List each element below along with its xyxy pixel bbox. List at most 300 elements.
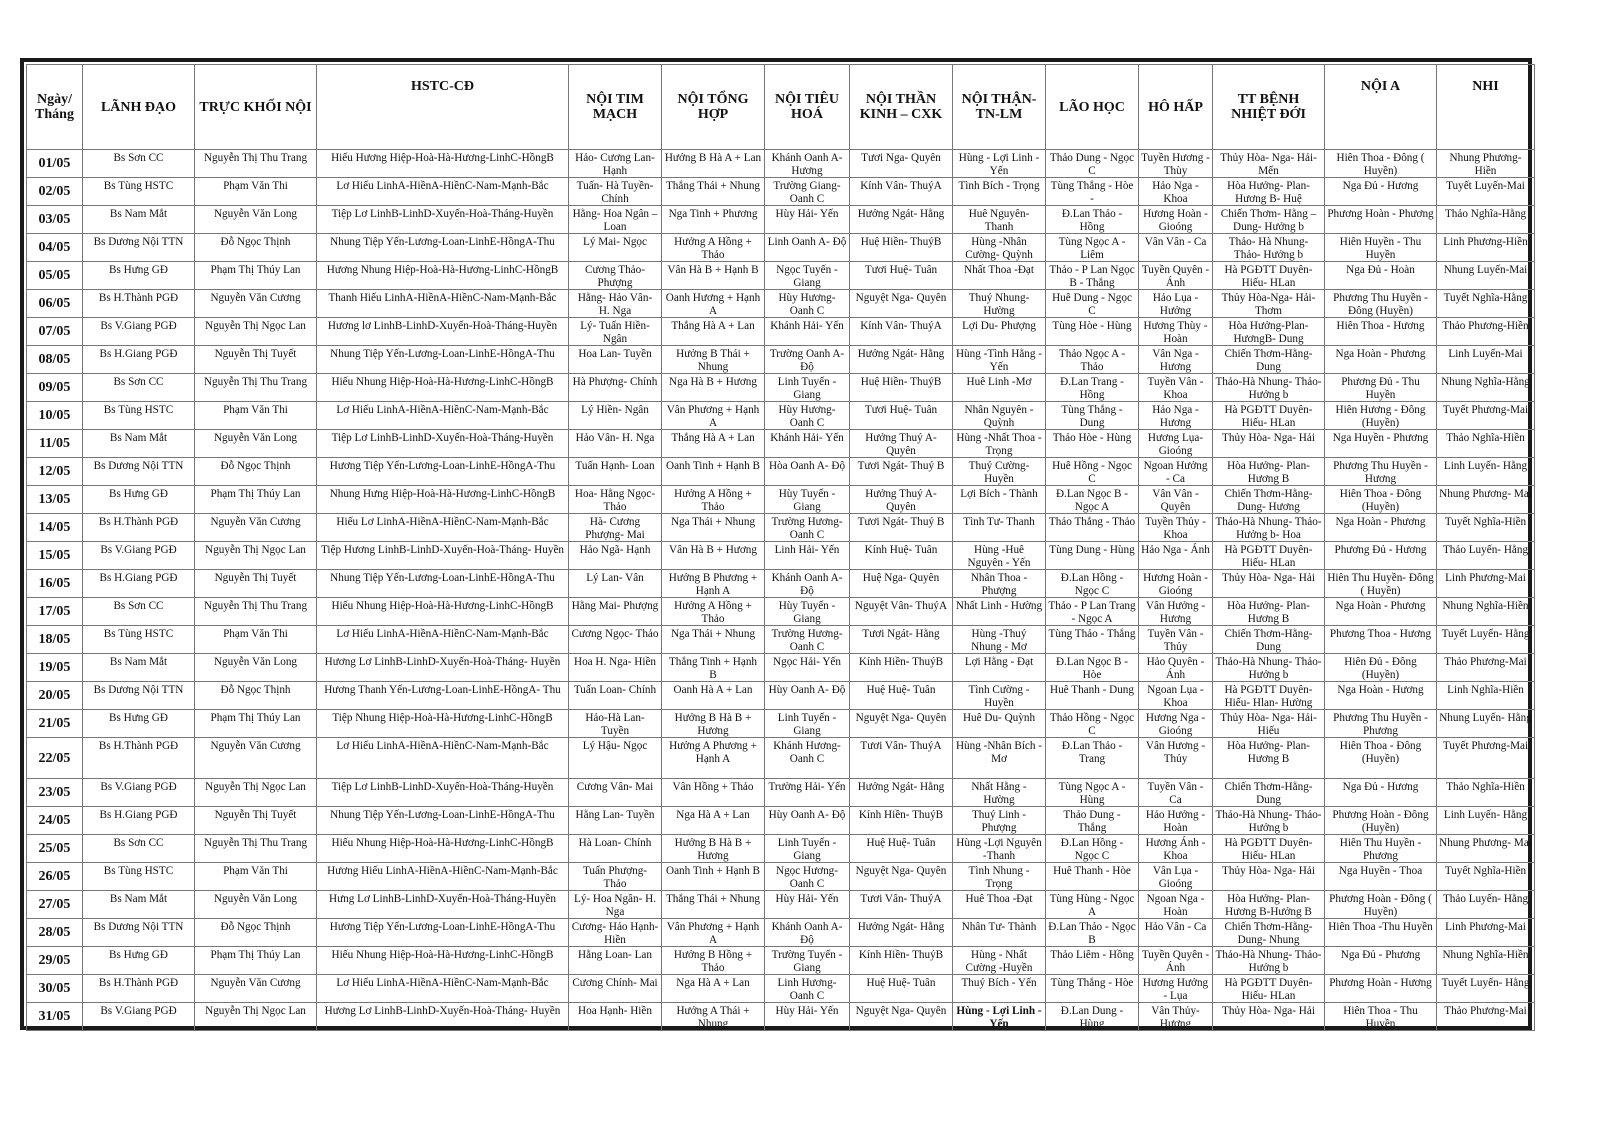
table-cell: Linh Oanh A- Độ [765, 234, 850, 262]
table-cell: Hòa Hưởng- Plan- Hương B [1213, 458, 1325, 486]
table-cell: Nguyễn Văn Cương [195, 738, 317, 779]
table-cell: Tuyết Luyến-Mai [1437, 178, 1535, 206]
date-cell: 18/05 [27, 626, 83, 654]
table-cell: Tuấn Hạnh- Loan [569, 458, 662, 486]
table-cell: Lý Mai- Ngọc [569, 234, 662, 262]
table-cell: Bs Hưng GĐ [83, 486, 195, 514]
table-cell: Lợi Hằng - Đạt [953, 654, 1046, 682]
table-cell: Hảo Vân- H. Nga [569, 430, 662, 458]
table-cell: Nga Huyền - Phương [1325, 430, 1437, 458]
table-cell: Tuyền Vân - Ca [1139, 779, 1213, 807]
table-cell: Thảo Nghĩa-Hằng [1437, 206, 1535, 234]
table-cell: Đỗ Ngọc Thịnh [195, 234, 317, 262]
table-cell: Phương Đủ - Thu Huyền [1325, 374, 1437, 402]
table-cell: Hằng- Hảo Vân- H. Nga [569, 290, 662, 318]
table-row [27, 262, 1535, 290]
table-cell: Phương Đủ - Hương [1325, 542, 1437, 570]
table-cell: Tùng Hùng - Ngọc A [1046, 891, 1139, 919]
table-cell: Bs Dương Nội TTN [83, 458, 195, 486]
table-cell: Đ.Lan Dung - Hùng [1046, 1003, 1139, 1031]
table-cell: Phạm Thị Thúy Lan [195, 710, 317, 738]
table-cell: Bs V.Giang PGĐ [83, 318, 195, 346]
table-row [27, 682, 1535, 710]
table-cell: Thảo Dung - Ngọc C [1046, 150, 1139, 178]
table-cell: Hưởng A Thái + Nhung [662, 1003, 765, 1031]
table-cell: Hùng -Nhất Thoa -Trọng [953, 430, 1046, 458]
table-cell: Phạm Thị Thúy Lan [195, 262, 317, 290]
table-row [27, 654, 1535, 682]
table-cell: Nga Tinh + Phương [662, 206, 765, 234]
date-cell: 21/05 [27, 710, 83, 738]
table-cell: Hùy Oanh A- Độ [765, 807, 850, 835]
table-cell: Thảo-Hà Nhung- Thảo- Hưởng b [1213, 947, 1325, 975]
table-cell: Bs H.Thành PGĐ [83, 514, 195, 542]
table-cell: Thắng Tinh + Hạnh B [662, 654, 765, 682]
table-cell: Hùy Hải- Yến [765, 1003, 850, 1031]
table-cell: Phạm Văn Thi [195, 626, 317, 654]
table-cell: Thảo Phương-Hiền [1437, 318, 1535, 346]
table-cell: Cương- Hảo Hạnh- Hiền [569, 919, 662, 947]
table-cell: Tình Nhung - Trọng [953, 863, 1046, 891]
table-cell: Nguyễn Văn Long [195, 654, 317, 682]
table-cell: Đ.Lan Trang - Hồng [1046, 374, 1139, 402]
table-cell: Nguyễn Thị Tuyết [195, 346, 317, 374]
table-cell: Tuyết Phương-Mai [1437, 402, 1535, 430]
table-row [27, 710, 1535, 738]
table-cell: Ngọc Tuyến - Giang [765, 262, 850, 290]
table-cell: Hưởng Thuý A- Quyên [850, 486, 953, 514]
table-cell: Tươi Vân- ThuýA [850, 738, 953, 779]
table-cell: Tươi Ngát- Thuý B [850, 458, 953, 486]
table-cell: Hương Hưởng - Lụa [1139, 975, 1213, 1003]
table-cell: Hưởng A Hồng + Thảo [662, 486, 765, 514]
table-cell: Chiến Thơm-Hằng- Dung [1213, 626, 1325, 654]
table-cell: Huệ Hiền- ThuýB [850, 374, 953, 402]
table-cell: Thảo- Hà Nhung- Thảo- Hưởng b [1213, 234, 1325, 262]
table-cell: Hương Nga - Gioóng [1139, 710, 1213, 738]
table-cell: Hương Ánh - Khoa [1139, 835, 1213, 863]
table-cell: Hiên Thoa - Đông ( Huyền) [1325, 150, 1437, 178]
table-row [27, 947, 1535, 975]
table-cell: Tùng Ngọc A - Liêm [1046, 234, 1139, 262]
table-cell: Hảo-Hà Lan- Tuyền [569, 710, 662, 738]
table-row [27, 346, 1535, 374]
table-cell: Hiên Thu Huyền - Phương [1325, 835, 1437, 863]
table-cell: Nguyễn Thị Thu Trang [195, 374, 317, 402]
table-cell: Hưởng Ngát- Hằng [850, 206, 953, 234]
table-cell: Hùy Hải- Yến [765, 206, 850, 234]
table-cell: Hòa Hưởng- Plan- Hương B-Hưởng B [1213, 891, 1325, 919]
table-cell: Ngọc Hương- Oanh C [765, 863, 850, 891]
table-cell: Kính Hiền- ThuýB [850, 654, 953, 682]
column-header: HSTC-CĐ [317, 65, 569, 150]
table-cell: Tùng Thắng - Hòe - [1046, 178, 1139, 206]
table-cell: Vân Phương + Hạnh A [662, 402, 765, 430]
table-cell: Hà PGĐTT Duyên- Hiếu- HLan [1213, 262, 1325, 290]
table-row [27, 542, 1535, 570]
table-cell: Nguyễn Thị Tuyết [195, 570, 317, 598]
table-cell: Tươi Huệ- Tuân [850, 402, 953, 430]
column-header: LÃO HỌC [1046, 65, 1139, 150]
table-cell: Hà PGĐTT Duyên- Hiếu- HLan [1213, 542, 1325, 570]
table-cell: Oanh Hương + Hạnh A [662, 290, 765, 318]
table-cell: Lơ Hiếu LinhA-HiềnA-HiềnC-Nam-Mạnh-Bắc [317, 738, 569, 779]
table-row [27, 835, 1535, 863]
table-cell: Hảo Nga - Khoa [1139, 178, 1213, 206]
date-cell: 30/05 [27, 975, 83, 1003]
table-cell: Thủy Hòa- Nga- Hải [1213, 430, 1325, 458]
table-cell: Nga Hoàn - Phương [1325, 514, 1437, 542]
table-cell: Nhung Phương- Mai [1437, 835, 1535, 863]
table-row [27, 206, 1535, 234]
table-cell: Nhung Tiệp Yến-Lương-Loan-LinhE-HồngA-Thu [317, 570, 569, 598]
table-cell: Thảo Hòe - Hùng [1046, 430, 1139, 458]
table-cell: Bs Tùng HSTC [83, 402, 195, 430]
table-cell: Tùng Hòe - Hùng [1046, 318, 1139, 346]
table-cell: Bs Dương Nội TTN [83, 919, 195, 947]
date-cell: 19/05 [27, 654, 83, 682]
table-cell: Tuyền Quyên - Ánh [1139, 262, 1213, 290]
table-cell: Tuyền Hương - Thùy [1139, 150, 1213, 178]
table-cell: Nguyệt Nga- Quyên [850, 1003, 953, 1031]
table-cell: Bs Hưng GĐ [83, 710, 195, 738]
table-cell: Huê Hồng - Ngọc C [1046, 458, 1139, 486]
table-cell: Hoa Lan- Tuyền [569, 346, 662, 374]
table-cell: Phương Hoàn - Phương [1325, 206, 1437, 234]
date-cell: 09/05 [27, 374, 83, 402]
date-cell: 01/05 [27, 150, 83, 178]
column-header: HÔ HẤP [1139, 65, 1213, 150]
table-cell: Hảo- Cương Lan- Hạnh [569, 150, 662, 178]
table-cell: Nguyễn Văn Cương [195, 290, 317, 318]
table-cell: Lợi Du- Phượng [953, 318, 1046, 346]
table-cell: Nguyễn Thị Thu Trang [195, 150, 317, 178]
header-row [27, 65, 1535, 150]
table-cell: Hiên Đủ - Đông (Huyền) [1325, 654, 1437, 682]
table-cell: Hùng - Nhất Cường -Huyền [953, 947, 1046, 975]
table-cell: Hiên Hương - Đông (Huyền) [1325, 402, 1437, 430]
table-cell: Tuyết Luyến- Hằng [1437, 626, 1535, 654]
column-header: NỘI A [1325, 65, 1437, 150]
table-cell: Nga Đủ - Hương [1325, 178, 1437, 206]
table-cell: Tươi Ngát- Thuý B [850, 514, 953, 542]
table-cell: Linh Tuyến - Giang [765, 374, 850, 402]
table-cell: Hưởng Ngát- Hằng [850, 346, 953, 374]
table-cell: Tươi Vân- ThuýA [850, 891, 953, 919]
date-cell: 17/05 [27, 598, 83, 626]
table-cell: Hằng Lan- Tuyền [569, 807, 662, 835]
table-cell: Huệ Huệ- Tuân [850, 682, 953, 710]
table-cell: Lơ Hiếu LinhA-HiềnA-HiềnC-Nam-Mạnh-Bắc [317, 626, 569, 654]
table-cell: Phạm Thị Thúy Lan [195, 947, 317, 975]
table-cell: Hiên Thoa - Đông (Huyền) [1325, 486, 1437, 514]
table-cell: Bs Sơn CC [83, 598, 195, 626]
table-cell: Nga Huyền - Thoa [1325, 863, 1437, 891]
date-cell: 06/05 [27, 290, 83, 318]
table-cell: Phương Hoàn - Đông (Huyền) [1325, 807, 1437, 835]
date-cell: 13/05 [27, 486, 83, 514]
table-row [27, 863, 1535, 891]
table-cell: Huê Thanh - Hòe [1046, 863, 1139, 891]
table-cell: Nhất Thoa -Đạt [953, 262, 1046, 290]
table-cell: Nga Thái + Nhung [662, 514, 765, 542]
table-cell: Trường Oanh A- Độ [765, 346, 850, 374]
table-cell: Bs Nam Mắt [83, 891, 195, 919]
date-cell: 25/05 [27, 835, 83, 863]
table-cell: Hưởng B Phương + Hạnh A [662, 570, 765, 598]
table-cell: Thảo Hồng - Ngọc C [1046, 710, 1139, 738]
table-cell: Nguyễn Văn Cương [195, 514, 317, 542]
table-cell: Hiếu Nhung Hiệp-Hoà-Hà-Hương-LinhC-HồngB [317, 374, 569, 402]
table-cell: Đ.Lan Ngọc B - Ngọc A [1046, 486, 1139, 514]
table-cell: Hiên Thoa - Đông (Huyền) [1325, 738, 1437, 779]
table-cell: Phạm Văn Thi [195, 402, 317, 430]
table-cell: Hòa Hưởng- Plan- Hương B [1213, 738, 1325, 779]
table-cell: Hương Hiếu LinhA-HiềnA-HiềnC-Nam-Mạnh-Bắc [317, 863, 569, 891]
table-cell: Tuyền Thủy - Khoa [1139, 514, 1213, 542]
table-cell: Hiếu Nhung Hiệp-Hoà-Hà-Hương-LinhC-HồngB [317, 835, 569, 863]
table-cell: Hiếu Hương Hiệp-Hoà-Hà-Hương-LinhC-HồngB [317, 150, 569, 178]
column-header: NỘI TỔNG HỢP [662, 65, 765, 150]
table-cell: Hà- Cương Phượng- Mai [569, 514, 662, 542]
table-cell: Phương Thoa - Hương [1325, 626, 1437, 654]
table-cell: Khánh Oanh A- Độ [765, 919, 850, 947]
schedule-frame [20, 58, 1532, 1030]
table-cell: Nhung Luyến- Hằng [1437, 710, 1535, 738]
table-cell: Hoa Hạnh- Hiền [569, 1003, 662, 1031]
table-cell: Nguyễn Thị Thu Trang [195, 598, 317, 626]
date-cell: 14/05 [27, 514, 83, 542]
table-cell: Linh Nghĩa-Hiền [1437, 682, 1535, 710]
table-cell: Hà PGĐTT Duyên- Hiếu- HLan [1213, 835, 1325, 863]
table-cell: Bs V.Giang PGĐ [83, 779, 195, 807]
date-cell: 23/05 [27, 779, 83, 807]
table-row [27, 430, 1535, 458]
table-cell: Chiến Thơm-Hằng- Dung [1213, 346, 1325, 374]
table-cell: Nguyễn Văn Long [195, 891, 317, 919]
table-cell: Trường Hải- Yến [765, 779, 850, 807]
table-cell: Linh Luyến- Hằng [1437, 458, 1535, 486]
table-cell: Hà PGĐTT Duyên- Hiếu- HLan [1213, 402, 1325, 430]
table-cell: Hùy Oanh A- Độ [765, 682, 850, 710]
column-header: LÃNH ĐẠO [83, 65, 195, 150]
table-cell: Tiệp Lơ LinhB-LinhD-Xuyến-Hoà-Tháng-Huyền [317, 430, 569, 458]
column-header: NỘI THẦN KINH – CXK [850, 65, 953, 150]
table-row [27, 458, 1535, 486]
table-cell: Cương Chính- Mai [569, 975, 662, 1003]
date-cell: 29/05 [27, 947, 83, 975]
table-cell: Hiếu Nhung Hiệp-Hoà-Hà-Hương-LinhC-HồngB [317, 598, 569, 626]
table-cell: Chiến Thơm- Hằng – Dung- Hưởng b [1213, 206, 1325, 234]
table-cell: Nguyễn Văn Long [195, 206, 317, 234]
table-cell: Hương Lụa- Gioóng [1139, 430, 1213, 458]
table-row [27, 150, 1535, 178]
table-cell: Linh Tuyến - Giang [765, 835, 850, 863]
date-cell: 15/05 [27, 542, 83, 570]
table-cell: Vân Thủy- Hương [1139, 1003, 1213, 1031]
table-cell: Nhung Tiệp Yến-Lương-Loan-LinhE-HồngA-Thu [317, 346, 569, 374]
table-cell: Hương Hoàn - Gioóng [1139, 206, 1213, 234]
table-cell: Hưởng A Hồng + Thảo [662, 234, 765, 262]
table-row [27, 486, 1535, 514]
table-cell: Bs Tùng HSTC [83, 863, 195, 891]
column-header: NHI [1437, 65, 1535, 150]
table-cell: Linh Phương-Mai [1437, 919, 1535, 947]
table-cell: Kính Hiền- ThuýB [850, 947, 953, 975]
table-cell: Trường Hương- Oanh C [765, 514, 850, 542]
table-cell: Huệ Huệ- Tuân [850, 835, 953, 863]
table-cell: Nguyễn Văn Cương [195, 975, 317, 1003]
table-cell: Chiến Thơm-Hằng- Dung [1213, 779, 1325, 807]
table-cell: Tiệp Nhung Hiệp-Hoà-Hà-Hương-LinhC-HồngB [317, 710, 569, 738]
table-cell: Huệ Huệ- Tuân [850, 975, 953, 1003]
table-cell: Lý- Hoa Ngân- H. Nga [569, 891, 662, 919]
table-cell: Tuyết Nghĩa-Hằng [1437, 290, 1535, 318]
table-cell: Nhung Luyến-Mai [1437, 262, 1535, 290]
table-cell: Thắng Hà A + Lan [662, 318, 765, 346]
table-cell: Tuấn Phượng- Thảo [569, 863, 662, 891]
table-cell: Thảo-Hà Nhung- Thảo- Hưởng b [1213, 374, 1325, 402]
table-cell: Thuý Nhung- Hường [953, 290, 1046, 318]
table-cell: Tùng Dung - Hùng [1046, 542, 1139, 570]
table-row [27, 290, 1535, 318]
table-cell: Tình Bích - Trọng [953, 178, 1046, 206]
table-row [27, 891, 1535, 919]
table-cell: Hoa- Hằng Ngọc- Thảo [569, 486, 662, 514]
table-cell: Hằng Loan- Lan [569, 947, 662, 975]
table-cell: Thảo-Hà Nhung- Thảo- Hưởng b [1213, 807, 1325, 835]
table-cell: Vân Vân - Ca [1139, 234, 1213, 262]
table-cell: Khánh Hải- Yến [765, 318, 850, 346]
table-cell: Hùy Hương- Oanh C [765, 290, 850, 318]
duty-schedule-table [26, 64, 1535, 1031]
table-cell: Thuý Linh - Phượng [953, 807, 1046, 835]
table-cell: Hùng -Huê Nguyên - Yến [953, 542, 1046, 570]
table-cell: Kính Hiền- ThuýB [850, 807, 953, 835]
table-row [27, 1003, 1535, 1031]
table-cell: Nguyễn Thị Ngọc Lan [195, 779, 317, 807]
table-cell: Nga Đủ - Phương [1325, 947, 1437, 975]
table-cell: Nhung Nghĩa-Hiền [1437, 598, 1535, 626]
table-row [27, 598, 1535, 626]
table-cell: Hiên Huyền - Thu Huyền [1325, 234, 1437, 262]
table-cell: Nga Hoàn - Phương [1325, 346, 1437, 374]
table-cell: Hùy Tuyến - Giang [765, 486, 850, 514]
table-cell: Nga Hoàn - Hương [1325, 682, 1437, 710]
table-cell: Thảo Thắng - Thảo [1046, 514, 1139, 542]
table-cell: Đ.Lan Hồng - Ngọc C [1046, 835, 1139, 863]
table-cell: Hùng -Tình Hằng - Yến [953, 346, 1046, 374]
table-cell: Lơ Hiếu LinhA-HiềnA-HiềnC-Nam-Mạnh-Bắc [317, 402, 569, 430]
table-cell: Hiếu Nhung Hiệp-Hoà-Hà-Hương-LinhC-HồngB [317, 947, 569, 975]
date-cell: 05/05 [27, 262, 83, 290]
table-cell: Nhung Phương- Hiền [1437, 150, 1535, 178]
table-cell: Bs Dương Nội TTN [83, 682, 195, 710]
table-cell: Hưởng B Hồng + Thảo [662, 947, 765, 975]
table-cell: Hưng Lơ LinhB-LinhD-Xuyến-Hoà-Tháng-Huyền [317, 891, 569, 919]
table-cell: Đỗ Ngọc Thịnh [195, 919, 317, 947]
table-cell: Hưởng Ngát- Hằng [850, 919, 953, 947]
table-cell: Hùng -Nhân Cường- Quỳnh [953, 234, 1046, 262]
table-cell: Thảo-Hà Nhung- Thảo- Hưởng b [1213, 654, 1325, 682]
table-cell: Bs V.Giang PGĐ [83, 542, 195, 570]
table-cell: Oanh Tinh + Hạnh B [662, 458, 765, 486]
table-cell: Thảo - P Lan Ngọc B - Thắng [1046, 262, 1139, 290]
date-cell: 20/05 [27, 682, 83, 710]
table-cell: Nguyễn Thị Thu Trang [195, 835, 317, 863]
table-cell: Chiến Thơm-Hằng- Dung- Nhung [1213, 919, 1325, 947]
table-cell: Thuý Bích - Yến [953, 975, 1046, 1003]
table-cell: Bs H.Giang PGĐ [83, 570, 195, 598]
table-cell: Đ.Lan Thảo - Ngọc B [1046, 919, 1139, 947]
table-cell: Hiên Thoa - Hương [1325, 318, 1437, 346]
table-cell: Thắng Thái + Nhung [662, 891, 765, 919]
table-cell: Thảo Phương-Mai [1437, 1003, 1535, 1031]
table-cell: Thảo Ngọc A - Thảo [1046, 346, 1139, 374]
table-cell: Tuyền Vân - Thủy [1139, 626, 1213, 654]
table-cell: Huê Dung - Ngọc C [1046, 290, 1139, 318]
table-row [27, 234, 1535, 262]
table-cell: Thuý Cường- Huyền [953, 458, 1046, 486]
table-cell: Tuyền Vân - Khoa [1139, 374, 1213, 402]
table-cell: Nguyệt Vân- ThuýA [850, 598, 953, 626]
table-cell: Cương Vân- Mai [569, 779, 662, 807]
table-cell: Hưởng Thuý A- Quyên [850, 430, 953, 458]
table-body [27, 150, 1535, 1031]
table-cell: Bs Tùng HSTC [83, 178, 195, 206]
table-cell: Hà Phượng- Chính [569, 374, 662, 402]
table-cell: Hương Thanh Yến-Lương-Loan-LinhE-HồngA- Thu [317, 682, 569, 710]
table-cell: Nhân Tư- Thành [953, 919, 1046, 947]
table-cell: Linh Hải- Yến [765, 542, 850, 570]
table-cell: Kính Huệ- Tuân [850, 542, 953, 570]
date-cell: 12/05 [27, 458, 83, 486]
table-cell: Hòa Oanh A- Độ [765, 458, 850, 486]
table-cell: Nguyệt Nga- Quyên [850, 290, 953, 318]
table-cell: Nhung Nghĩa-Hiền [1437, 947, 1535, 975]
table-cell: Chiến Thơm-Hằng- Dung- Hương [1213, 486, 1325, 514]
table-cell: Tùng Thắng - Hòe [1046, 975, 1139, 1003]
table-cell: Hảo Hưởng - Hoàn [1139, 807, 1213, 835]
table-row [27, 178, 1535, 206]
table-cell: Phạm Văn Thi [195, 178, 317, 206]
table-cell: Tuyền Quyên - Ánh [1139, 947, 1213, 975]
table-cell: Huê Du- Quỳnh [953, 710, 1046, 738]
table-cell: Hưởng B Hà A + Lan [662, 150, 765, 178]
table-cell: Thảo Phương-Mai [1437, 654, 1535, 682]
table-cell: Lơ Hiếu LinhA-HiềnA-HiềnC-Nam-Mạnh-Bắc [317, 975, 569, 1003]
table-cell: Tiệp Hương LinhB-LinhD-Xuyến-Hoà-Tháng- Huyền [317, 542, 569, 570]
table-cell: Ngoan Lụa - Khoa [1139, 682, 1213, 710]
table-row [27, 374, 1535, 402]
table-cell: Bs H.Thành PGĐ [83, 738, 195, 779]
table-cell: Hương Thùy - Hoàn [1139, 318, 1213, 346]
table-cell: Nhung Tiệp Yến-Lương-Loan-LinhE-HồngA-Thu [317, 807, 569, 835]
date-cell: 11/05 [27, 430, 83, 458]
table-cell: Đ.Lan Thảo - Trang [1046, 738, 1139, 779]
table-cell: Thảo Liêm - Hồng [1046, 947, 1139, 975]
table-row [27, 807, 1535, 835]
table-row [27, 738, 1535, 779]
table-cell: Hảo Quyên - Ánh [1139, 654, 1213, 682]
table-cell: Hà Loan- Chính [569, 835, 662, 863]
column-header: TRỰC KHỐI NỘI [195, 65, 317, 150]
table-cell: Tuấn- Hà Tuyền- Chính [569, 178, 662, 206]
table-cell: Lý Hiền- Ngân [569, 402, 662, 430]
table-cell: Hưởng B Hà B + Hương [662, 835, 765, 863]
table-cell: Hùy Hải- Yến [765, 891, 850, 919]
table-cell: Tuyết Nghĩa-Hiền [1437, 514, 1535, 542]
